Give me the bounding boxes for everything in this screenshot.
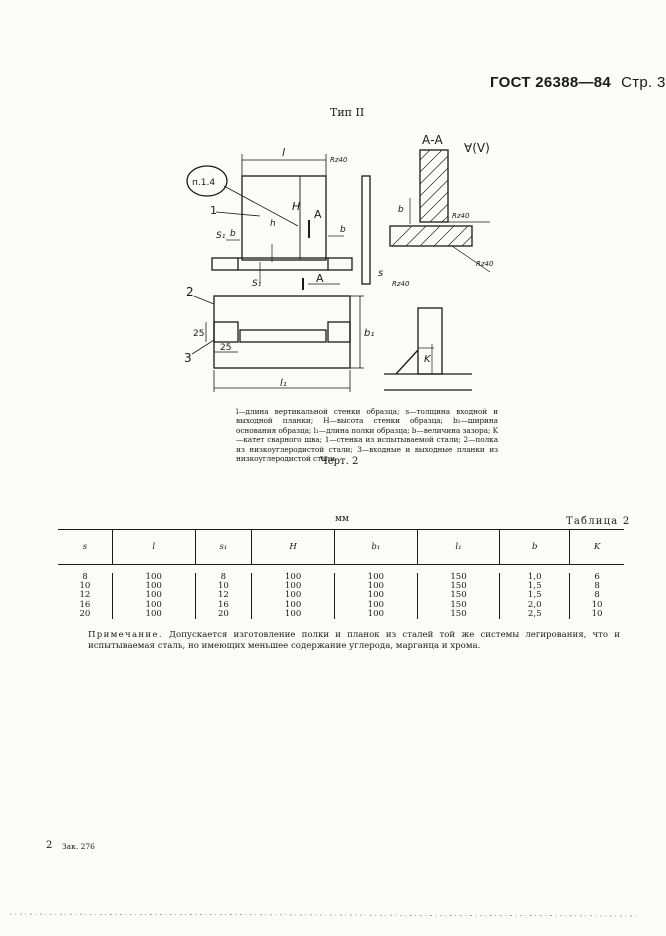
table-cell: 100 xyxy=(284,590,302,601)
table-cell: 10 xyxy=(591,599,603,610)
table-cell: 100 xyxy=(145,590,162,601)
label-number-2: 2 xyxy=(186,285,194,299)
label-b1: b₁ xyxy=(364,328,375,339)
table-cell: 1,5 xyxy=(527,581,542,592)
label-section-AA: А-А xyxy=(422,133,443,147)
label-b-right: b xyxy=(340,225,346,235)
page-number: Стр. 3 xyxy=(621,74,666,91)
label-section-A-upper: A xyxy=(314,208,322,221)
label-l: l xyxy=(282,146,286,159)
note-label: Примечание. xyxy=(88,630,163,640)
table-cell: 150 xyxy=(450,599,467,610)
table-cell: 8 xyxy=(220,572,227,582)
label-section-A-lower: A xyxy=(316,272,324,285)
table-cell: 100 xyxy=(284,581,302,592)
table-cell: 16 xyxy=(217,599,229,610)
label-rz-4: Rz40 xyxy=(392,280,410,288)
table-cell: 100 xyxy=(145,572,162,582)
table-cell: 2,0 xyxy=(527,599,542,610)
label-K: K xyxy=(424,354,431,365)
table-cell: 150 xyxy=(450,572,467,582)
label-rz-2: Rz40 xyxy=(452,212,470,220)
standard-number: ГОСТ 26388—84 xyxy=(490,74,612,91)
table-cell: 100 xyxy=(145,608,162,619)
table-cell: 150 xyxy=(450,590,467,601)
table-cell: 20 xyxy=(217,608,229,619)
label-dim-25-vertical: 25 xyxy=(193,329,205,339)
label-l1: l₁ xyxy=(280,378,287,389)
table-cell: 100 xyxy=(367,572,385,582)
label-rz-3: Rz40 xyxy=(476,260,494,268)
column-header: b xyxy=(500,530,570,565)
label-number-3: 3 xyxy=(184,351,192,365)
column-header: K xyxy=(570,530,624,565)
label-s1-upper: S₁ xyxy=(216,231,226,241)
note-text: Допускается изготовление полки и планок из сталей той же системы легирования, что и испытываемая сталь, но имеющих меньшее содержание углерода, марганца и хрома. xyxy=(88,630,620,651)
table-cell: 100 xyxy=(284,608,302,619)
table-cell: 100 xyxy=(145,599,162,610)
table-cell: 100 xyxy=(284,572,302,582)
table-cell: 100 xyxy=(367,590,385,601)
table-cell: 1,0 xyxy=(527,572,542,582)
table-cell: 1,5 xyxy=(527,590,542,601)
table-title: Таблица 2 xyxy=(566,516,631,527)
label-b-left: b xyxy=(230,229,236,239)
column-header: H xyxy=(252,530,335,565)
label-dim-25-horizontal: 25 xyxy=(220,343,232,353)
table-cell: 10 xyxy=(591,608,603,619)
table-cell: 150 xyxy=(450,608,467,619)
table-cell: 12 xyxy=(217,590,229,601)
table-cell: 100 xyxy=(367,599,385,610)
column-header: b₁ xyxy=(334,530,417,565)
label-number-1: 1 xyxy=(210,204,217,217)
table-cell: 8 xyxy=(594,590,600,601)
table-cell: 100 xyxy=(367,608,385,619)
table-units: мм xyxy=(335,514,350,524)
column-header: s₁ xyxy=(195,530,252,565)
table-cell: 10 xyxy=(79,581,91,592)
figure-caption: l—длина вертикальной стенки образца; s—толщина входной и выходной планки; H—высота стенки образца; b₁—ширина основания образца; l₁—длина полки образца; b—величина зазора; K—катет сварного шва; 1—стенка из испытываемой стали; 2—полка из низкоуглеродистой стали; 3—входные и выходные планки из низкоуглеродистой стали. xyxy=(236,407,498,464)
label-callout: п.1.4 xyxy=(192,178,216,188)
table-cell: 10 xyxy=(217,581,229,592)
footer-page-number: 2 xyxy=(46,840,53,851)
table-cell: 6 xyxy=(594,572,600,582)
column-header: l₁ xyxy=(417,530,500,565)
label-s: s xyxy=(378,268,384,279)
table-cell: 8 xyxy=(82,572,88,582)
table-cell: 20 xyxy=(79,608,91,619)
column-header: s xyxy=(58,530,112,565)
label-rz-1: Rz40 xyxy=(330,156,348,164)
type-label: Тип II xyxy=(330,106,365,119)
table-cell: 16 xyxy=(79,599,91,610)
footer-order-number: Зак. 276 xyxy=(62,842,95,851)
table-cell: 100 xyxy=(367,581,385,592)
table-cell: 8 xyxy=(594,581,600,592)
table-cell: 2,5 xyxy=(527,608,542,619)
label-s1-lower: S₁ xyxy=(252,279,262,289)
label-h: h xyxy=(270,219,276,229)
roughness-mark: ∀(V) xyxy=(464,141,490,155)
table-cell: 12 xyxy=(79,590,91,601)
table-cell: 150 xyxy=(450,581,467,592)
table-cell: 100 xyxy=(145,581,162,592)
label-H: H xyxy=(292,200,301,213)
table-cell: 100 xyxy=(284,599,302,610)
figure-title: Черт. 2 xyxy=(320,456,359,467)
column-header: l xyxy=(112,530,195,565)
label-b-section: b xyxy=(398,205,404,215)
